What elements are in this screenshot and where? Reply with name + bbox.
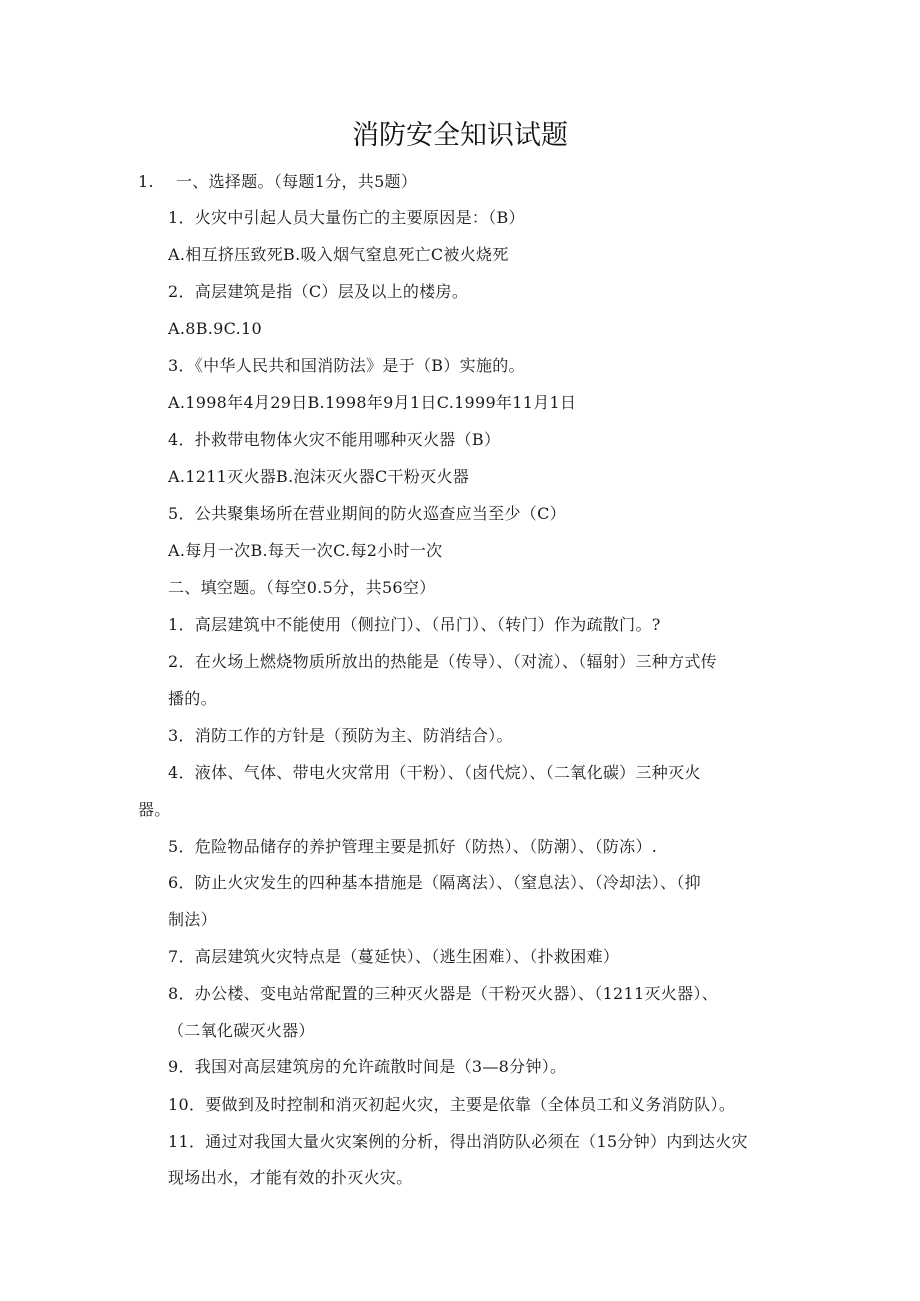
fill-item-2: 2．在火场上燃烧物质所放出的热能是（传导）、（对流）、（辐射）三种方式传 xyxy=(168,652,717,671)
fill-item-2-continued: 播的。 xyxy=(168,689,217,708)
question-2-options: A.8B.9C.10 xyxy=(168,319,262,338)
fill-item-6-continued: 制法） xyxy=(168,910,217,929)
fill-item-7: 7．高层建筑火灾特点是（蔓延快）、（逃生困难）、（扑救困难） xyxy=(168,947,620,966)
fill-item-5: 5．危险物品储存的养护管理主要是抓好（防热）、（防潮）、（防冻）. xyxy=(168,837,658,856)
fill-item-6: 6．防止火灾发生的四种基本措施是（隔离法）、（窒息法）、（冷却法）、（抑 xyxy=(168,873,701,892)
page-title: 消防安全知识试题 xyxy=(352,120,568,151)
fill-item-10: 10．要做到及时控制和消灭初起火灾，主要是依靠（全体员工和义务消防队）。 xyxy=(168,1095,736,1114)
section2-heading: 二、填空题。（每空0.5分，共56空） xyxy=(168,578,436,597)
fill-item-9: 9．我国对高层建筑房的允许疏散时间是（3—8分钟）。 xyxy=(168,1057,567,1076)
question-1: 1．火灾中引起人员大量伤亡的主要原因是：（B） xyxy=(168,208,525,227)
fill-item-4-continued: 器。 xyxy=(138,800,171,819)
question-4: 4．扑救带电物体火灾不能用哪种灭火器（B） xyxy=(168,430,501,449)
question-5: 5．公共聚集场所在营业期间的防火巡查应当至少（C） xyxy=(168,504,566,523)
fill-item-8-continued: （二氧化碳灭火器） xyxy=(168,1021,315,1040)
fill-item-1: 1．高层建筑中不能使用（侧拉门）、（吊门）、（转门）作为疏散门。? xyxy=(168,615,661,634)
fill-item-11: 11．通过对我国大量火灾案例的分析，得出消防队必须在（15分钟）内到达火灾 xyxy=(168,1132,748,1151)
question-3: 3．《中华人民共和国消防法》是于（B）实施的。 xyxy=(168,356,525,375)
fill-item-8: 8．办公楼、变电站常配置的三种灭火器是（干粉灭火器）、（1211灭火器）、 xyxy=(168,984,718,1003)
fill-item-3: 3．消防工作的方针是（预防为主、防消结合）。 xyxy=(168,726,513,745)
section1-number: 1. xyxy=(138,172,154,191)
question-5-options: A.每月一次B.每天一次C.每2小时一次 xyxy=(168,541,443,560)
question-1-options: A.相互挤压致死B.吸入烟气窒息死亡C被火烧死 xyxy=(168,245,509,264)
fill-item-4: 4．液体、气体、带电火灾常用（干粉）、（卤代烷）、（二氧化碳）三种灭火 xyxy=(168,763,701,782)
question-2: 2．高层建筑是指（C）层及以上的楼房。 xyxy=(168,282,469,301)
fill-item-11-continued: 现场出水，才能有效的扑灭火灾。 xyxy=(168,1168,413,1187)
question-4-options: A.1211灭火器B.泡沫灭火器C干粉灭火器 xyxy=(168,467,470,486)
question-3-options: A.1998年4月29日B.1998年9月1日C.1999年11月1日 xyxy=(168,393,577,412)
section1-heading: 一、选择题。（每题1分，共5题） xyxy=(176,172,418,191)
